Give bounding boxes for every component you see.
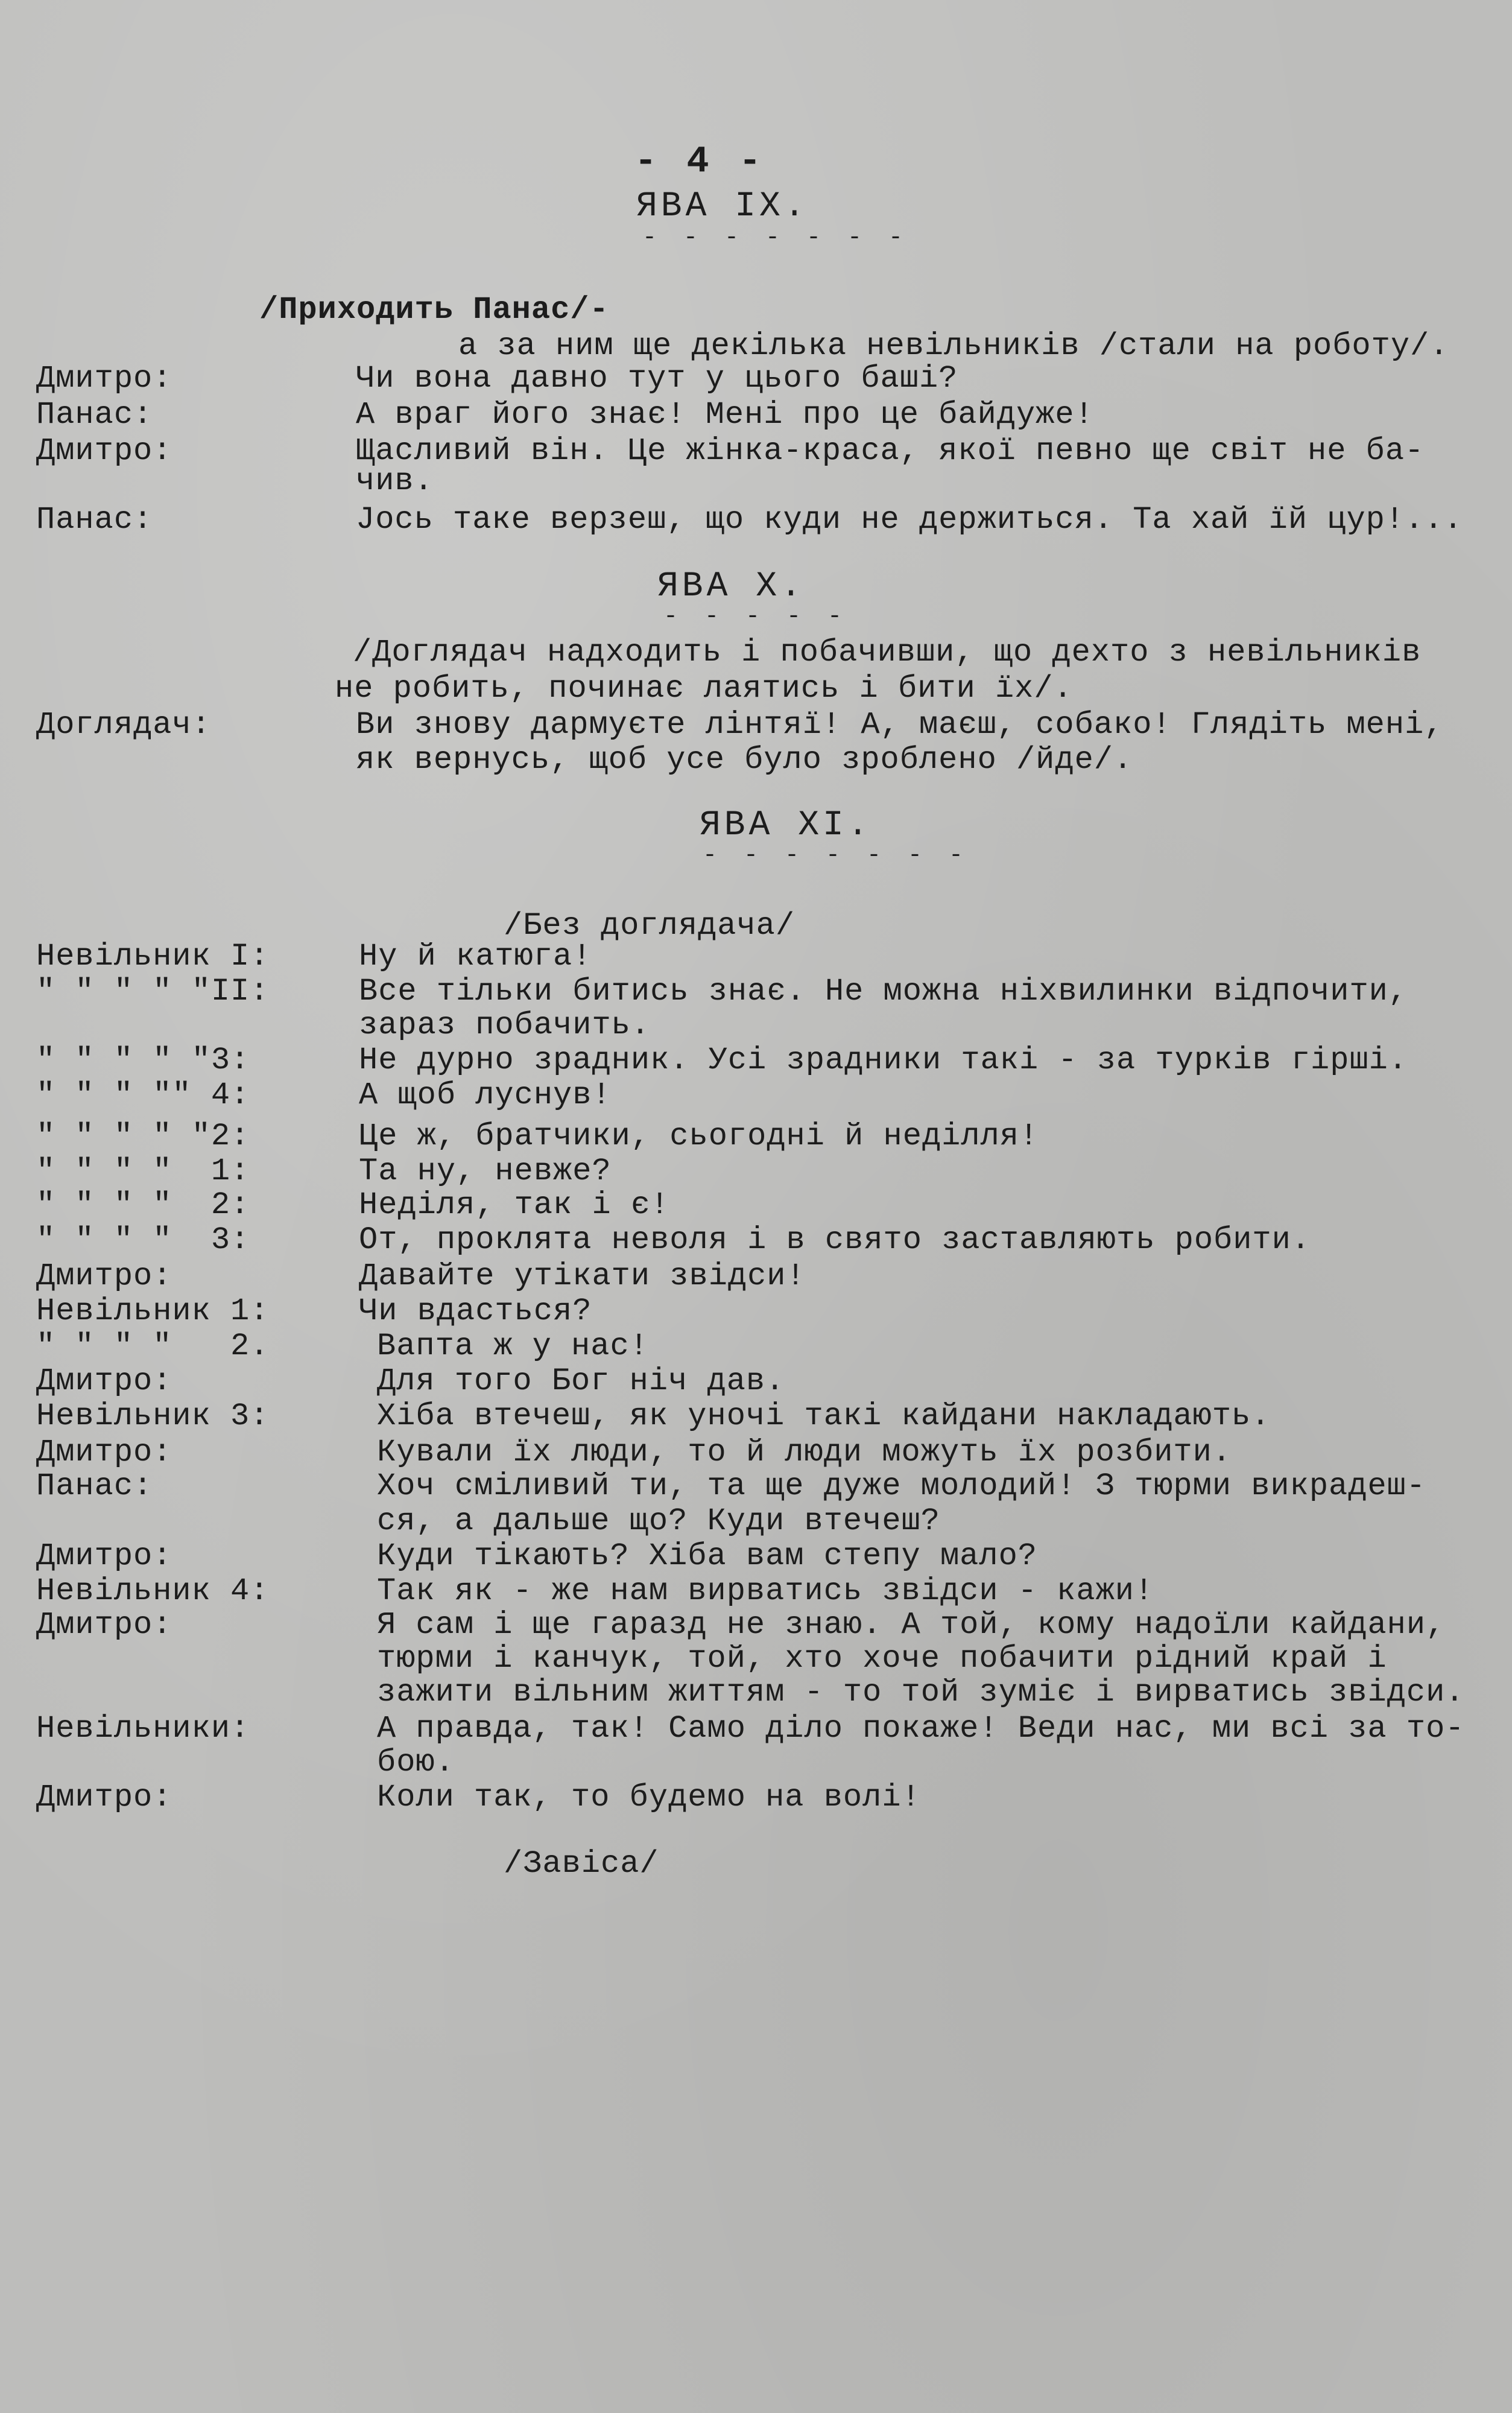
- dialogue-line-continued: чив.: [356, 463, 434, 499]
- speaker: Невільник I:: [36, 939, 270, 974]
- speaker: Дмитро:: [36, 1435, 172, 1470]
- speaker: " " " " "2:: [36, 1118, 250, 1154]
- dialogue-line: Це ж, братчики, сьогодні й неділля!: [359, 1118, 1039, 1154]
- scene-9-stage-direction: /Приходить Панас/-: [259, 292, 609, 328]
- dialogue-line: Кували їх люди, то й люди можуть їх розбити.: [377, 1435, 1232, 1470]
- speaker: Невільник 1:: [36, 1293, 270, 1329]
- dialogue-line: Чи вона давно тут у цього баші?: [356, 361, 958, 396]
- curtain-stage-direction: /Завіса/: [504, 1846, 659, 1882]
- speaker: " " " " "3:: [36, 1042, 250, 1078]
- speaker: Дмитро:: [36, 361, 172, 396]
- dialogue-line-continued: бою.: [377, 1745, 455, 1780]
- dialogue-line-continued: як вернусь, щоб усе було зроблено /йде/.: [356, 742, 1133, 778]
- speaker: " " " " 2:: [36, 1187, 250, 1223]
- dialogue-line: Ну й катюга!: [359, 939, 592, 974]
- scene-11-underline: - - - - - - -: [703, 842, 970, 869]
- page-number: - 4 -: [634, 140, 765, 183]
- speaker: Дмитро:: [36, 1607, 172, 1643]
- dialogue-line: Неділя, так і є!: [359, 1187, 670, 1223]
- scene-10-title: ЯВА X.: [657, 567, 805, 606]
- speaker: Дмитро:: [36, 1363, 172, 1399]
- dialogue-line: Та ну, невже?: [359, 1153, 612, 1189]
- dialogue-line: Так як - же нам вирватись звідси - кажи!: [377, 1573, 1154, 1609]
- speaker: " " " " 2.: [36, 1328, 270, 1364]
- speaker: Панас:: [36, 502, 153, 537]
- speaker: Панас:: [36, 397, 153, 433]
- dialogue-line: Ви знову дармуєте лінтяї! А, маєш, собако! Глядіть мені,: [356, 707, 1444, 743]
- dialogue-line: Щасливий він. Це жінка-краса, якої певно ще світ не ба-: [356, 433, 1425, 469]
- dialogue-line: Хіба втечеш, як уночі такі кайдани накладають.: [377, 1398, 1271, 1434]
- dialogue-line: От, проклята неволя і в свято заставляють робити.: [359, 1222, 1311, 1258]
- scene-9-title: ЯВА IX.: [636, 187, 809, 226]
- speaker: " " " "" 4:: [36, 1077, 250, 1113]
- dialogue-line: Все тільки битись знає. Не можна ніхвилинки відпочити,: [359, 974, 1408, 1009]
- dialogue-line: Куди тікають? Хіба вам степу мало?: [377, 1538, 1037, 1574]
- speaker: Панас:: [36, 1468, 153, 1504]
- speaker: Доглядач:: [36, 707, 211, 743]
- scene-11-stage-direction: /Без доглядача/: [504, 908, 796, 943]
- speaker: " " " " 1:: [36, 1153, 250, 1189]
- dialogue-line-continued: зажити вільним життям - то той зуміє і вирватись звідси.: [377, 1675, 1465, 1710]
- scene-9-stage-direction-2: а за ним ще декілька невільників /стали на роботу/.: [458, 328, 1449, 364]
- speaker: Дмитро:: [36, 1538, 172, 1574]
- dialogue-line: Не дурно зрадник. Усі зрадники такі - за турків гірші.: [359, 1042, 1408, 1078]
- dialogue-line-continued: тюрми і канчук, той, хто хоче побачити рідний край і: [377, 1641, 1387, 1676]
- speaker: Дмитро:: [36, 1258, 172, 1294]
- dialogue-line: А правда, так! Само діло покаже! Веди нас, ми всі за то-: [377, 1711, 1465, 1746]
- scene-9-underline: - - - - - - -: [642, 224, 909, 252]
- scene-10-stage-direction-2: не робить, починає лаятись і бити їх/.: [335, 671, 1073, 706]
- dialogue-line: Я сам і ще гаразд не знаю. А той, кому надоїли кайдани,: [377, 1607, 1446, 1643]
- dialogue-line: Чи вдасться?: [359, 1293, 592, 1329]
- scene-11-title: ЯВА XI.: [700, 806, 872, 845]
- dialogue-line: Jось таке верзеш, що куди не держиться. Та хай їй цур!...: [356, 502, 1463, 537]
- scene-10-stage-direction: /Доглядач надходить і побачивши, що дехто з невільників: [353, 635, 1422, 670]
- dialogue-line: Хоч сміливий ти, та ще дуже молодий! З тюрми викрадеш-: [377, 1468, 1426, 1504]
- dialogue-line-continued: зараз побачить.: [359, 1007, 651, 1043]
- speaker: Невільники:: [36, 1711, 250, 1746]
- dialogue-line: Для того Бог ніч дав.: [377, 1363, 785, 1399]
- scene-10-underline: - - - - -: [663, 603, 849, 630]
- dialogue-line: А враг його знає! Мені про це байдуже!: [356, 397, 1094, 433]
- speaker: Невільник 3:: [36, 1398, 270, 1434]
- dialogue-line: Коли так, то будемо на волі!: [377, 1780, 921, 1815]
- dialogue-line: Давайте утікати звідси!: [359, 1258, 806, 1294]
- dialogue-line: А щоб луснув!: [359, 1077, 612, 1113]
- speaker: " " " " "II:: [36, 974, 270, 1009]
- speaker: Невільник 4:: [36, 1573, 270, 1609]
- dialogue-line: Вапта ж у нас!: [377, 1328, 649, 1364]
- speaker: Дмитро:: [36, 433, 172, 469]
- dialogue-line-continued: ся, а дальше що? Куди втечеш?: [377, 1503, 940, 1539]
- speaker: " " " " 3:: [36, 1222, 250, 1258]
- speaker: Дмитро:: [36, 1780, 172, 1815]
